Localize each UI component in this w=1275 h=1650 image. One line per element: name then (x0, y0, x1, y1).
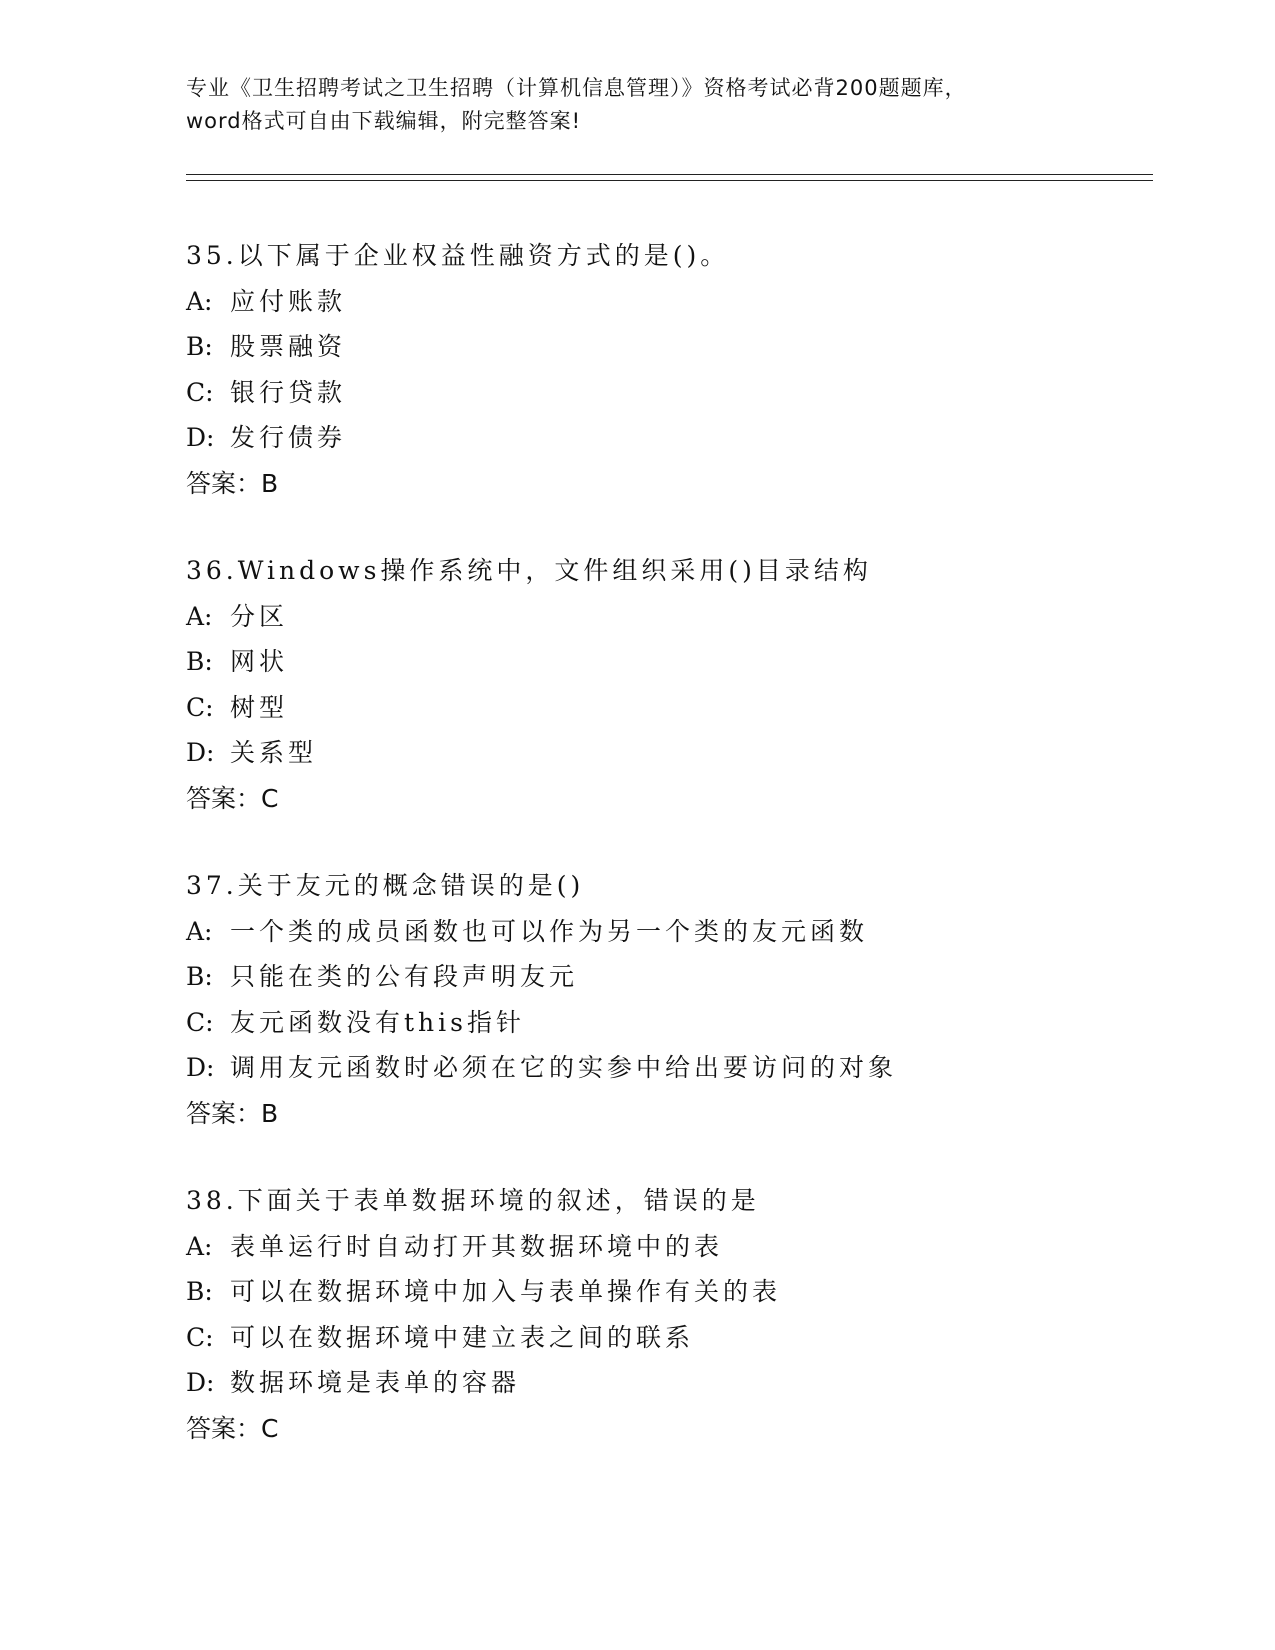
option-c (186, 1000, 1186, 1046)
option-text: 发行债券 (230, 423, 347, 452)
answer-line: 答案：C (186, 1413, 279, 1443)
option-text: 分区 (230, 601, 289, 631)
option-a (186, 594, 1186, 640)
option-a (186, 279, 1186, 325)
option-text: 数据环境是表单的容器 (230, 1368, 521, 1397)
question-block (186, 1178, 1186, 1451)
option-letter: C: (186, 377, 214, 407)
option-letter: A: (186, 1231, 213, 1261)
option-letter: D: (186, 423, 215, 452)
option-text: 友元函数没有this指针 (230, 1007, 525, 1037)
header-divider-top (186, 174, 1153, 175)
option-letter: C: (186, 1007, 214, 1037)
option-d (186, 1360, 1186, 1406)
option-letter: A: (186, 916, 213, 946)
header-line-1: 专业《卫生招聘考试之卫生招聘（计算机信息管理）》资格考试必背200题题库， (186, 76, 967, 100)
question-block (186, 233, 1186, 506)
answer-line: 答案：B (186, 1098, 279, 1128)
option-letter: A: (186, 286, 213, 316)
option-letter: B: (186, 962, 213, 991)
option-text: 可以在数据环境中建立表之间的联系 (230, 1322, 695, 1352)
option-b (186, 324, 1186, 370)
option-text: 可以在数据环境中加入与表单操作有关的表 (230, 1277, 782, 1306)
option-text: 关系型 (230, 738, 318, 767)
option-text: 银行贷款 (230, 377, 347, 407)
document-header (186, 72, 1086, 138)
question-block (186, 863, 1186, 1136)
option-letter: B: (186, 1277, 213, 1306)
option-d (186, 1045, 1186, 1091)
option-text: 股票融资 (230, 332, 347, 361)
option-a (186, 909, 1186, 955)
option-text: 调用友元函数时必须在它的实参中给出要访问的对象 (230, 1053, 898, 1082)
option-text: 应付账款 (230, 286, 347, 316)
option-text: 一个类的成员函数也可以作为另一个类的友元函数 (230, 916, 869, 946)
option-letter: D: (186, 738, 215, 767)
option-c (186, 1315, 1186, 1361)
question-title: 36.Windows操作系统中，文件组织采用()目录结构 (186, 556, 872, 585)
option-c (186, 685, 1186, 731)
option-a (186, 1224, 1186, 1270)
option-letter: D: (186, 1053, 215, 1082)
question-block (186, 548, 1186, 821)
option-letter: C: (186, 1322, 214, 1352)
option-letter: C: (186, 692, 214, 722)
option-d (186, 415, 1186, 461)
option-text: 只能在类的公有段声明友元 (230, 962, 579, 991)
option-letter: A: (186, 601, 213, 631)
option-text: 树型 (230, 692, 289, 722)
option-letter: D: (186, 1368, 215, 1397)
option-d (186, 730, 1186, 776)
option-b (186, 954, 1186, 1000)
option-c (186, 370, 1186, 416)
question-title: 38.下面关于表单数据环境的叙述，错误的是 (186, 1186, 760, 1215)
question-title: 35.以下属于企业权益性融资方式的是()。 (186, 241, 730, 270)
answer-line: 答案：B (186, 468, 279, 498)
option-text: 网状 (230, 647, 289, 676)
option-text: 表单运行时自动打开其数据环境中的表 (230, 1231, 724, 1261)
answer-line: 答案：C (186, 783, 279, 813)
option-letter: B: (186, 647, 213, 676)
header-divider-bottom (186, 180, 1153, 181)
option-b (186, 1269, 1186, 1315)
option-letter: B: (186, 332, 213, 361)
header-line-2: word格式可自由下载编辑，附完整答案! (186, 109, 582, 133)
option-b (186, 639, 1186, 685)
question-title: 37.关于友元的概念错误的是() (186, 871, 585, 900)
